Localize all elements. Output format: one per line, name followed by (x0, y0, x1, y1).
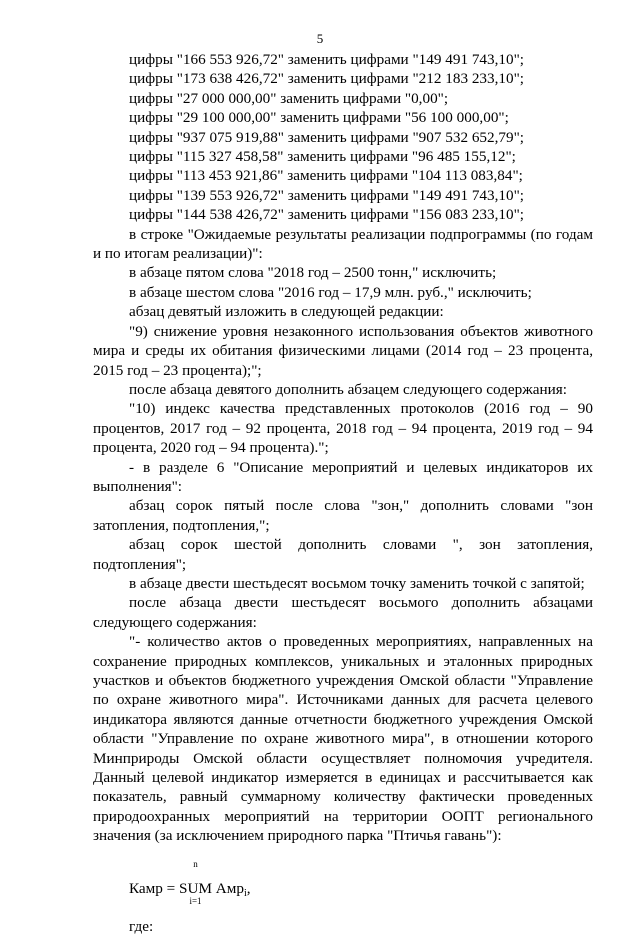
replacement-line: цифры "27 000 000,00" заменить цифрами "0,00"; (129, 89, 449, 107)
sum-symbol: SUM (179, 879, 212, 897)
replacement-line: цифры "173 638 426,72" заменить цифрами "212 183 233,10"; (129, 70, 525, 88)
page-number: 5 (316, 31, 324, 46)
formula (129, 858, 593, 917)
paragraph: абзац девятый изложить в следующей редакции: (129, 303, 444, 321)
paragraph: "9) снижение уровня незаконного использования объектов животного мира и среды их обитания физическими лицами (2014 год – 23 процента, 2015 год – 23 процента);"; (93, 322, 593, 379)
paragraph: после абзаца двести шестьдесят восьмого дополнить абзацами следующего содержания: (93, 594, 593, 631)
where-label: где: (129, 917, 154, 935)
formula-tail: , (246, 879, 251, 897)
sum-lower-limit: i=1 (189, 895, 202, 906)
replacement-line: цифры "937 075 919,88" заменить цифрами "907 532 652,79"; (129, 128, 525, 146)
formula-term-subscript: i (243, 887, 247, 899)
replacement-line: цифры "115 327 458,58" заменить цифрами "96 485 155,12"; (129, 148, 516, 166)
paragraph: - в разделе 6 "Описание мероприятий и целевых индикаторов их выполнения": (93, 458, 593, 495)
paragraph: в абзаце шестом слова "2016 год – 17,9 млн. руб.," исключить; (129, 283, 532, 301)
document-body (93, 50, 593, 936)
paragraph: "- количество актов о проведенных мероприятиях, направленных на сохранение природных комплексов, уникальных и эталонных природных участков и объектов бюджетного учреждения Омской области "Управление по охране животного мира". Источниками данных для расчета целевого индикатора являются данные отчетности бюджетного учреждения Омской области "Управление по охране животного мира", в отношении которого Минприроды Омской области осуществляет полномочия учредителя. Данный целевой индикатор измеряется в единицах и рассчитывается как показатель, равный суммарному количеству фактически проведенных природоохранных мероприятий на территории ООПТ регионального значения (за исключением природного парка "Птичья гавань"): (93, 633, 593, 845)
paragraph: "10) индекс качества представленных протоколов (2016 год – 90 процентов, 2017 год – 92 процента, 2018 год – 94 процента, 2019 год – 94 процента, 2020 год – 94 процента)."; (93, 400, 593, 457)
replacement-line: цифры "166 553 926,72" заменить цифрами "149 491 743,10"; (129, 51, 525, 68)
formula-term: Амр (211, 879, 244, 897)
paragraph: после абзаца девятого дополнить абзацем следующего содержания: (129, 380, 567, 398)
paragraph: абзац сорок шестой дополнить словами ", зон затопления, подтопления"; (93, 536, 593, 573)
sum-upper-limit: n (193, 858, 198, 869)
replacement-line: цифры "29 100 000,00" заменить цифрами "56 100 000,00"; (129, 109, 509, 127)
formula-lhs: Камр = (129, 879, 180, 897)
paragraph: в абзаце пятом слова "2018 год – 2500 тонн," исключить; (129, 264, 497, 282)
formula-expression (129, 858, 251, 906)
replacement-line: цифры "144 538 426,72" заменить цифрами "156 083 233,10"; (129, 206, 525, 224)
sum-operator (179, 858, 212, 906)
paragraph: абзац сорок пятый после слова "зон," дополнить словами "зон затопления, подтопления,"; (93, 497, 593, 534)
paragraph: в абзаце двести шестьдесят восьмом точку заменить точкой с запятой; (129, 574, 585, 592)
replacement-line: цифры "113 453 921,86" заменить цифрами "104 113 083,84"; (129, 167, 523, 185)
paragraph: в строке "Ожидаемые результаты реализации подпрограммы (по годам и по итогам реализации)": (93, 225, 593, 263)
replacement-line: цифры "139 553 926,72" заменить цифрами "149 491 743,10"; (129, 186, 525, 204)
